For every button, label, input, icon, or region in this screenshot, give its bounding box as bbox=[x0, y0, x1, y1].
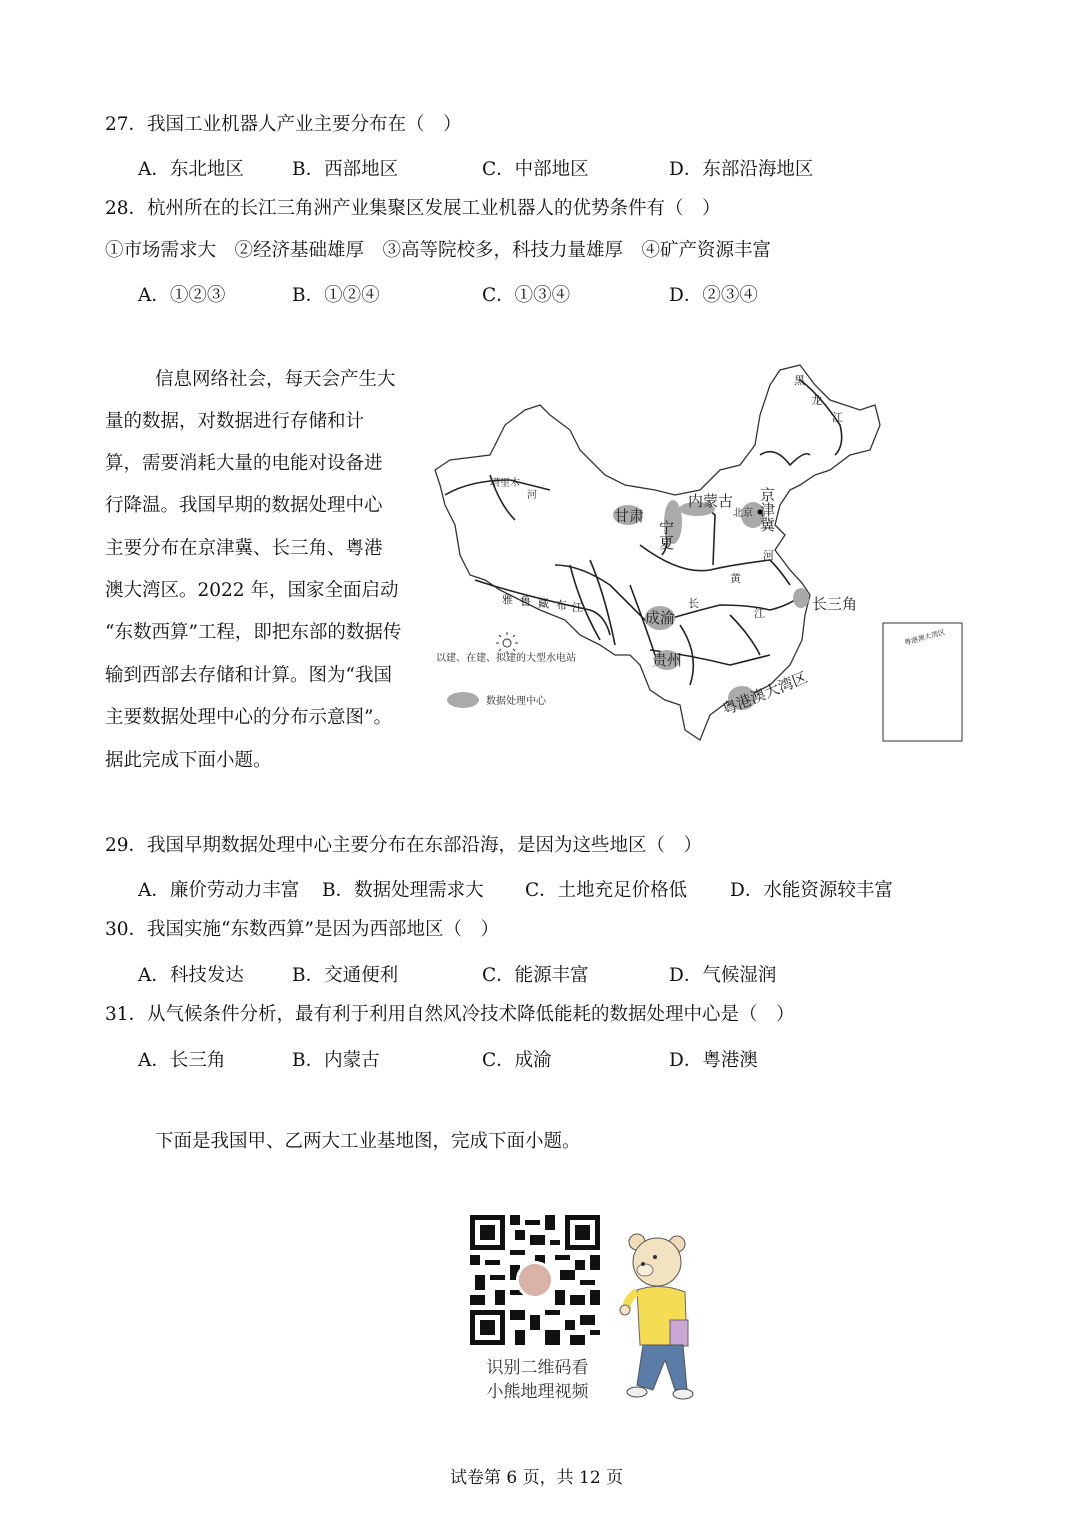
label-tarim: 塔里木 bbox=[490, 478, 520, 489]
q30-option-d: D．气候湿润 bbox=[669, 965, 777, 986]
sun-icon bbox=[496, 632, 518, 654]
label-chengyu: 成渝 bbox=[645, 609, 676, 627]
legend-center-label: 数据处理中心 bbox=[486, 696, 546, 707]
q27-option-c: C．中部地区 bbox=[482, 159, 589, 180]
label-csj: 长三角 bbox=[812, 595, 858, 613]
qr-code[interactable] bbox=[470, 1215, 600, 1345]
label-ningxia: 宁夏 bbox=[657, 520, 675, 550]
q28-option-b: B．①②④ bbox=[292, 285, 380, 306]
q28-option-d: D．②③④ bbox=[669, 285, 758, 306]
label-guizhou: 贵州 bbox=[652, 651, 683, 669]
passage-line: 澳大湾区。2022 年，国家全面启动 bbox=[105, 580, 399, 601]
passage-line: 主要分布在京津冀、长三角、粤港 bbox=[105, 538, 383, 559]
inset-label: 粤港澳大湾区 bbox=[903, 628, 947, 647]
question-29: 29．我国早期数据处理中心主要分布在东部沿海，是因为这些地区（ ） bbox=[105, 835, 703, 856]
qr-caption-line1: 识别二维码看 bbox=[486, 1358, 589, 1378]
q28-option-c: C．①③④ bbox=[482, 285, 571, 306]
passage-line: 信息网络社会，每天会产生大 bbox=[155, 369, 396, 390]
label-jingjinji: 京津冀 bbox=[758, 487, 776, 532]
q27-option-a: A．东北地区 bbox=[138, 159, 244, 180]
label-yarlung: 布 bbox=[556, 599, 567, 612]
section-intro: 下面是我国甲、乙两大工业基地图，完成下面小题。 bbox=[155, 1131, 581, 1152]
q28-option-a: A．①②③ bbox=[138, 285, 226, 306]
label-tarim: 河 bbox=[527, 490, 537, 501]
china-data-center-map bbox=[430, 355, 970, 755]
label-heilongjiang: 黑 bbox=[794, 374, 805, 387]
passage-line: 据此完成下面小题。 bbox=[105, 750, 272, 771]
label-neimenggu: 内蒙古 bbox=[688, 492, 734, 510]
label-changjiang: 长 bbox=[688, 597, 699, 610]
q29-option-a: A．廉价劳动力丰富 bbox=[138, 880, 300, 901]
question-30: 30．我国实施“东数西算”是因为西部地区（ ） bbox=[105, 919, 499, 940]
label-changjiang: 江 bbox=[754, 607, 765, 620]
label-heilongjiang: 江 bbox=[832, 411, 843, 424]
label-yarlung: 鲁 bbox=[520, 595, 531, 608]
question-27: 27．我国工业机器人产业主要分布在（ ） bbox=[105, 114, 462, 135]
q30-option-c: C．能源丰富 bbox=[482, 965, 589, 986]
q29-option-b: B．数据处理需求大 bbox=[322, 880, 484, 901]
label-huanghe: 河 bbox=[763, 549, 774, 562]
bear-mascot-illustration bbox=[615, 1230, 705, 1405]
passage-line: 行降温。我国早期的数据处理中心 bbox=[105, 495, 383, 516]
label-yarlung: 雅 bbox=[502, 593, 513, 606]
legend-hydro-label: 以建、在建、拟建的大型水电站 bbox=[436, 653, 576, 664]
question-28: 28．杭州所在的长江三角洲产业集聚区发展工业机器人的优势条件有（ ） bbox=[105, 198, 721, 219]
qr-logo-icon bbox=[518, 1263, 553, 1298]
passage-line: 主要数据处理中心的分布示意图”。 bbox=[105, 707, 392, 728]
q31-option-a: A．长三角 bbox=[138, 1050, 226, 1071]
q27-option-b: B．西部地区 bbox=[292, 159, 399, 180]
q29-option-c: C．土地充足价格低 bbox=[525, 880, 688, 901]
label-heilongjiang: 龙 bbox=[811, 394, 822, 407]
question-31: 31．从气候条件分析，最有利于利用自然风冷技术降低能耗的数据处理中心是（ ） bbox=[105, 1004, 795, 1025]
label-beijing: 北京 bbox=[733, 508, 753, 519]
q30-option-b: B．交通便利 bbox=[292, 965, 399, 986]
label-gansu: 甘肃 bbox=[614, 507, 645, 525]
label-gba: 粤港澳大湾区 bbox=[719, 668, 810, 719]
china-outline bbox=[435, 365, 880, 740]
q31-option-b: B．内蒙古 bbox=[292, 1050, 380, 1071]
page-footer: 试卷第 6 页，共 12 页 bbox=[450, 1468, 624, 1488]
label-huanghe: 黄 bbox=[730, 572, 741, 585]
q30-option-a: A．科技发达 bbox=[138, 965, 244, 986]
passage-line: 算，需要消耗大量的电能对设备进 bbox=[105, 453, 383, 474]
qr-caption-line2: 小熊地理视频 bbox=[486, 1382, 589, 1402]
q28-conditions: ①市场需求大 ②经济基础雄厚 ③高等院校多，科技力量雄厚 ④矿产资源丰富 bbox=[105, 240, 772, 261]
center-area-csj bbox=[793, 588, 809, 608]
q31-option-c: C．成渝 bbox=[482, 1050, 552, 1071]
passage-line: 输到西部去存储和计算。图为“我国 bbox=[105, 665, 392, 686]
passage-line: “东数西算”工程，即把东部的数据传 bbox=[105, 622, 402, 643]
q27-option-d: D．东部沿海地区 bbox=[669, 159, 814, 180]
passage-line: 量的数据，对数据进行存储和计 bbox=[105, 411, 365, 432]
q31-option-d: D．粤港澳 bbox=[669, 1050, 758, 1071]
label-yarlung: 江 bbox=[572, 601, 583, 614]
q29-option-d: D．水能资源较丰富 bbox=[730, 880, 893, 901]
legend-center-swatch bbox=[447, 692, 479, 708]
label-yarlung: 藏 bbox=[538, 597, 549, 610]
